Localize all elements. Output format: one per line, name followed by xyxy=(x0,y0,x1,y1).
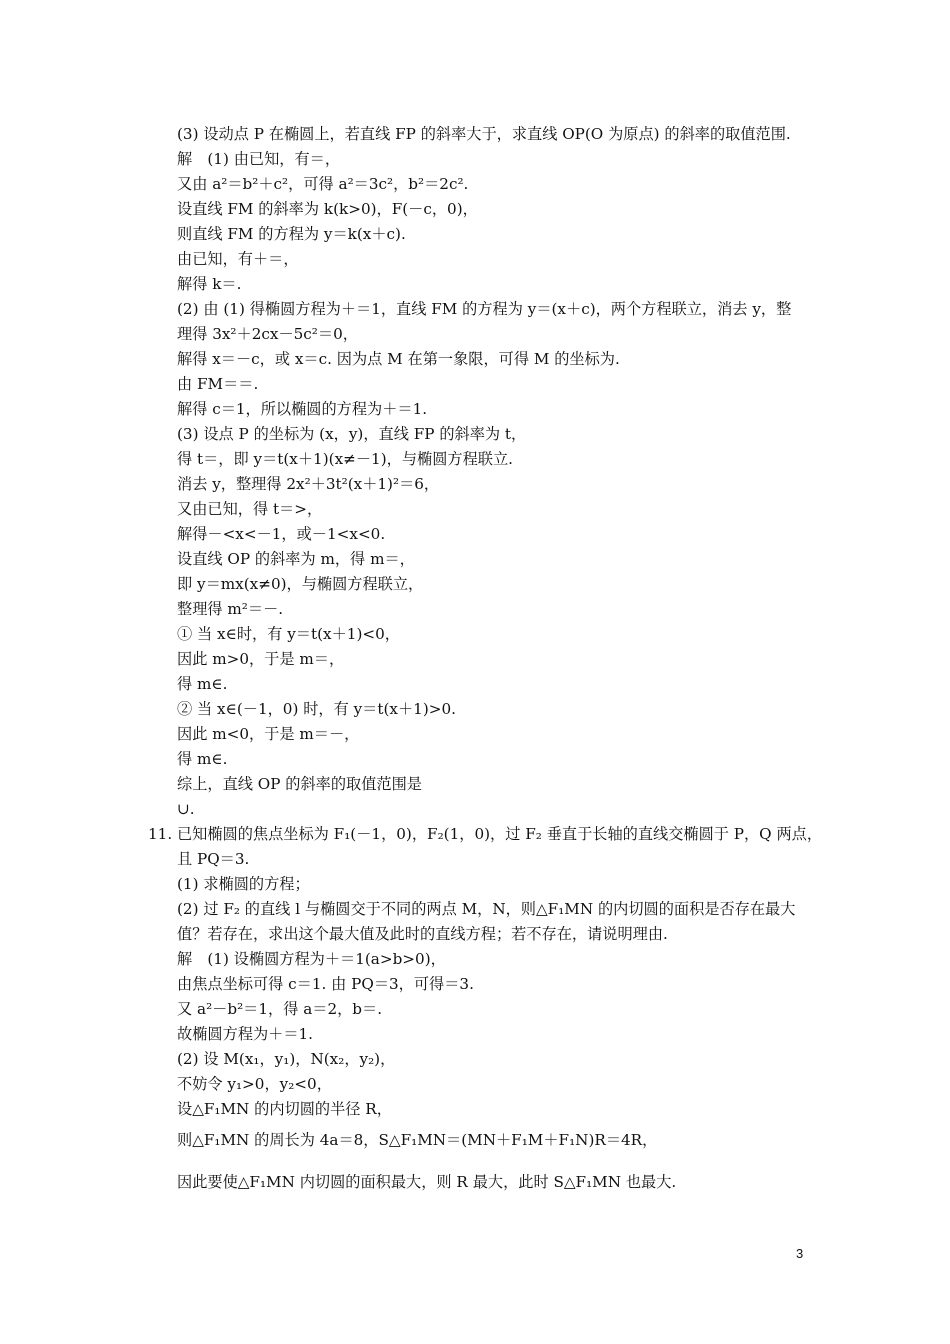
text-line: 则△F₁MN 的周长为 4a＝8，S△F₁MN＝(MN＋F₁M＋F₁N)R＝4R， xyxy=(177,1131,658,1149)
text-line: 且 PQ＝3. xyxy=(177,850,250,868)
text-line: ② 当 x∈(－1，0) 时，有 y＝t(x＋1)>0. xyxy=(177,700,456,718)
text-line: 不妨令 y₁>0，y₂<0， xyxy=(177,1075,332,1093)
text-line: 又 a²－b²＝1，得 a＝2，b＝. xyxy=(177,1000,383,1018)
text-line: 值？若存在，求出这个最大值及此时的直线方程；若不存在，请说明理由. xyxy=(177,925,668,943)
text-line: 解得 k＝. xyxy=(177,275,242,293)
text-line: 因此要使△F₁MN 内切圆的面积最大，则 R 最大，此时 S△F₁MN 也最大. xyxy=(177,1173,677,1191)
text-line: (2) 过 F₂ 的直线 l 与椭圆交于不同的两点 M，N，则△F₁MN 的内切圆的面积是否存在最大 xyxy=(177,900,796,918)
text-line: 解 (1) 由已知，有＝， xyxy=(177,150,341,168)
text-line: 得 t＝，即 y＝t(x＋1)(x≠－1)，与椭圆方程联立. xyxy=(177,450,513,468)
text-line: 由焦点坐标可得 c＝1. 由 PQ＝3，可得＝3. xyxy=(177,975,474,993)
text-line: 则直线 FM 的方程为 y＝k(x＋c). xyxy=(177,225,406,243)
text-line: (3) 设点 P 的坐标为 (x，y)，直线 FP 的斜率为 t， xyxy=(177,425,527,443)
text-line: 消去 y，整理得 2x²＋3t²(x＋1)²＝6， xyxy=(177,475,440,493)
text-line: 设△F₁MN 的内切圆的半径 R， xyxy=(177,1100,392,1118)
text-line: 解得－<x<－1，或－1<x<0. xyxy=(177,525,386,543)
text-line: 得 m∈. xyxy=(177,675,228,693)
text-line: 又由已知，得 t＝>， xyxy=(177,500,323,518)
text-line: 解 (1) 设椭圆方程为＋＝1(a>b>0)， xyxy=(177,950,446,968)
text-line: 又由 a²＝b²＋c²，可得 a²＝3c²，b²＝2c². xyxy=(177,175,469,193)
text-line: ① 当 x∈时，有 y＝t(x＋1)<0， xyxy=(177,625,400,643)
text-line: 设直线 OP 的斜率为 m，得 m＝， xyxy=(177,550,415,568)
text-line: ∪. xyxy=(177,800,195,818)
text-line: 整理得 m²＝－. xyxy=(177,600,284,618)
text-line: 由 FM＝＝. xyxy=(177,375,259,393)
text-line: 故椭圆方程为＋＝1. xyxy=(177,1025,313,1043)
text-line: 得 m∈. xyxy=(177,750,228,768)
text-line: 综上，直线 OP 的斜率的取值范围是 xyxy=(177,775,422,793)
text-line: 解得 x＝－c，或 x＝c. 因为点 M 在第一象限，可得 M 的坐标为. xyxy=(177,350,620,368)
text-line: (1) 求椭圆的方程； xyxy=(177,875,310,893)
text-line: 因此 m<0，于是 m＝－， xyxy=(177,725,360,743)
text-line: (2) 由 (1) 得椭圆方程为＋＝1，直线 FM 的方程为 y＝(x＋c)，两个方程联立，消去 y，整 xyxy=(177,300,792,318)
text-line: (2) 设 M(x₁，y₁)，N(x₂，y₂)， xyxy=(177,1050,396,1068)
page-number: 3 xyxy=(796,1246,804,1261)
text-line: (3) 设动点 P 在椭圆上，若直线 FP 的斜率大于，求直线 OP(O 为原点) 的斜率的取值范围. xyxy=(177,125,791,143)
text-line: 解得 c＝1，所以椭圆的方程为＋＝1. xyxy=(177,400,428,418)
problem-11-line: 11. 已知椭圆的焦点坐标为 F₁(－1，0)，F₂(1，0)，过 F₂ 垂直于长轴的直线交椭圆于 P，Q 两点， xyxy=(148,825,823,843)
text-line: 即 y＝mx(x≠0)，与椭圆方程联立， xyxy=(177,575,424,593)
text-line: 因此 m>0，于是 m＝， xyxy=(177,650,345,668)
text-line: 设直线 FM 的斜率为 k(k>0)，F(－c，0)， xyxy=(177,200,478,218)
text-line: 理得 3x²＋2cx－5c²＝0， xyxy=(177,325,358,343)
text-line: 由已知，有＋＝， xyxy=(177,250,299,268)
